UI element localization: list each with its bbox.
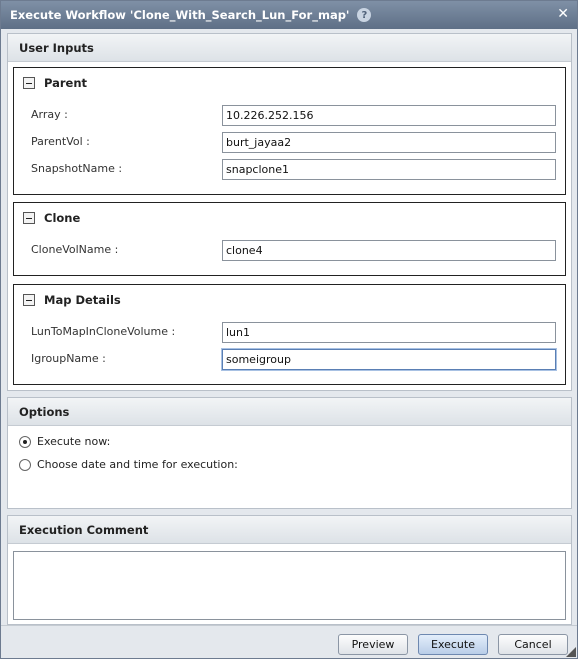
schedule-option[interactable] bbox=[19, 458, 238, 471]
array-label: Array : bbox=[31, 108, 68, 121]
close-icon[interactable]: ✕ bbox=[557, 6, 569, 22]
collapse-icon[interactable] bbox=[23, 294, 35, 306]
clone-group-title: Clone bbox=[44, 211, 81, 225]
igroupname-input[interactable] bbox=[222, 349, 556, 370]
clonevolname-label: CloneVolName : bbox=[31, 243, 119, 256]
snapshotname-row bbox=[31, 159, 561, 179]
collapse-icon[interactable] bbox=[23, 77, 35, 89]
execute-button[interactable]: Execute bbox=[418, 634, 488, 655]
dialog-footer bbox=[1, 625, 577, 658]
options-section bbox=[7, 397, 572, 509]
resize-grip-icon[interactable] bbox=[566, 647, 576, 657]
execute-now-label: Execute now: bbox=[37, 435, 111, 448]
clone-group-header[interactable] bbox=[23, 211, 80, 225]
parent-group-title: Parent bbox=[44, 76, 88, 90]
array-row bbox=[31, 105, 561, 125]
execution-comment-section bbox=[7, 515, 572, 625]
map-details-group-title: Map Details bbox=[44, 293, 121, 307]
parent-group bbox=[13, 67, 566, 195]
schedule-radio[interactable] bbox=[19, 459, 31, 471]
luntomap-label: LunToMapInCloneVolume : bbox=[31, 325, 176, 338]
dialog-title: Execute Workflow 'Clone_With_Search_Lun_For_map' bbox=[10, 8, 350, 22]
help-icon[interactable]: ? bbox=[357, 8, 371, 22]
luntomap-row bbox=[31, 322, 561, 342]
user-inputs-header: User Inputs bbox=[8, 34, 571, 62]
array-input[interactable] bbox=[222, 105, 556, 126]
execution-comment-header: Execution Comment bbox=[8, 516, 571, 544]
execution-comment-input[interactable] bbox=[13, 551, 566, 620]
dialog-titlebar[interactable] bbox=[1, 1, 577, 29]
execute-now-radio[interactable] bbox=[19, 436, 31, 448]
map-details-group bbox=[13, 284, 566, 385]
snapshotname-input[interactable] bbox=[222, 159, 556, 180]
snapshotname-label: SnapshotName : bbox=[31, 162, 123, 175]
igroupname-row bbox=[31, 349, 561, 369]
luntomap-input[interactable] bbox=[222, 322, 556, 343]
clonevolname-input[interactable] bbox=[222, 240, 556, 261]
preview-button[interactable]: Preview bbox=[338, 634, 408, 655]
parentvol-label: ParentVol : bbox=[31, 135, 90, 148]
parentvol-input[interactable] bbox=[222, 132, 556, 153]
parentvol-row bbox=[31, 132, 561, 152]
clonevolname-row bbox=[31, 240, 561, 260]
parent-group-header[interactable] bbox=[23, 76, 87, 90]
schedule-label: Choose date and time for execution: bbox=[37, 458, 238, 471]
cancel-button[interactable]: Cancel bbox=[498, 634, 568, 655]
execute-now-option[interactable] bbox=[19, 435, 110, 448]
options-header: Options bbox=[8, 398, 571, 426]
igroupname-label: IgroupName : bbox=[31, 352, 106, 365]
clone-group bbox=[13, 202, 566, 276]
user-inputs-section bbox=[7, 33, 572, 391]
map-details-group-header[interactable] bbox=[23, 293, 121, 307]
collapse-icon[interactable] bbox=[23, 212, 35, 224]
